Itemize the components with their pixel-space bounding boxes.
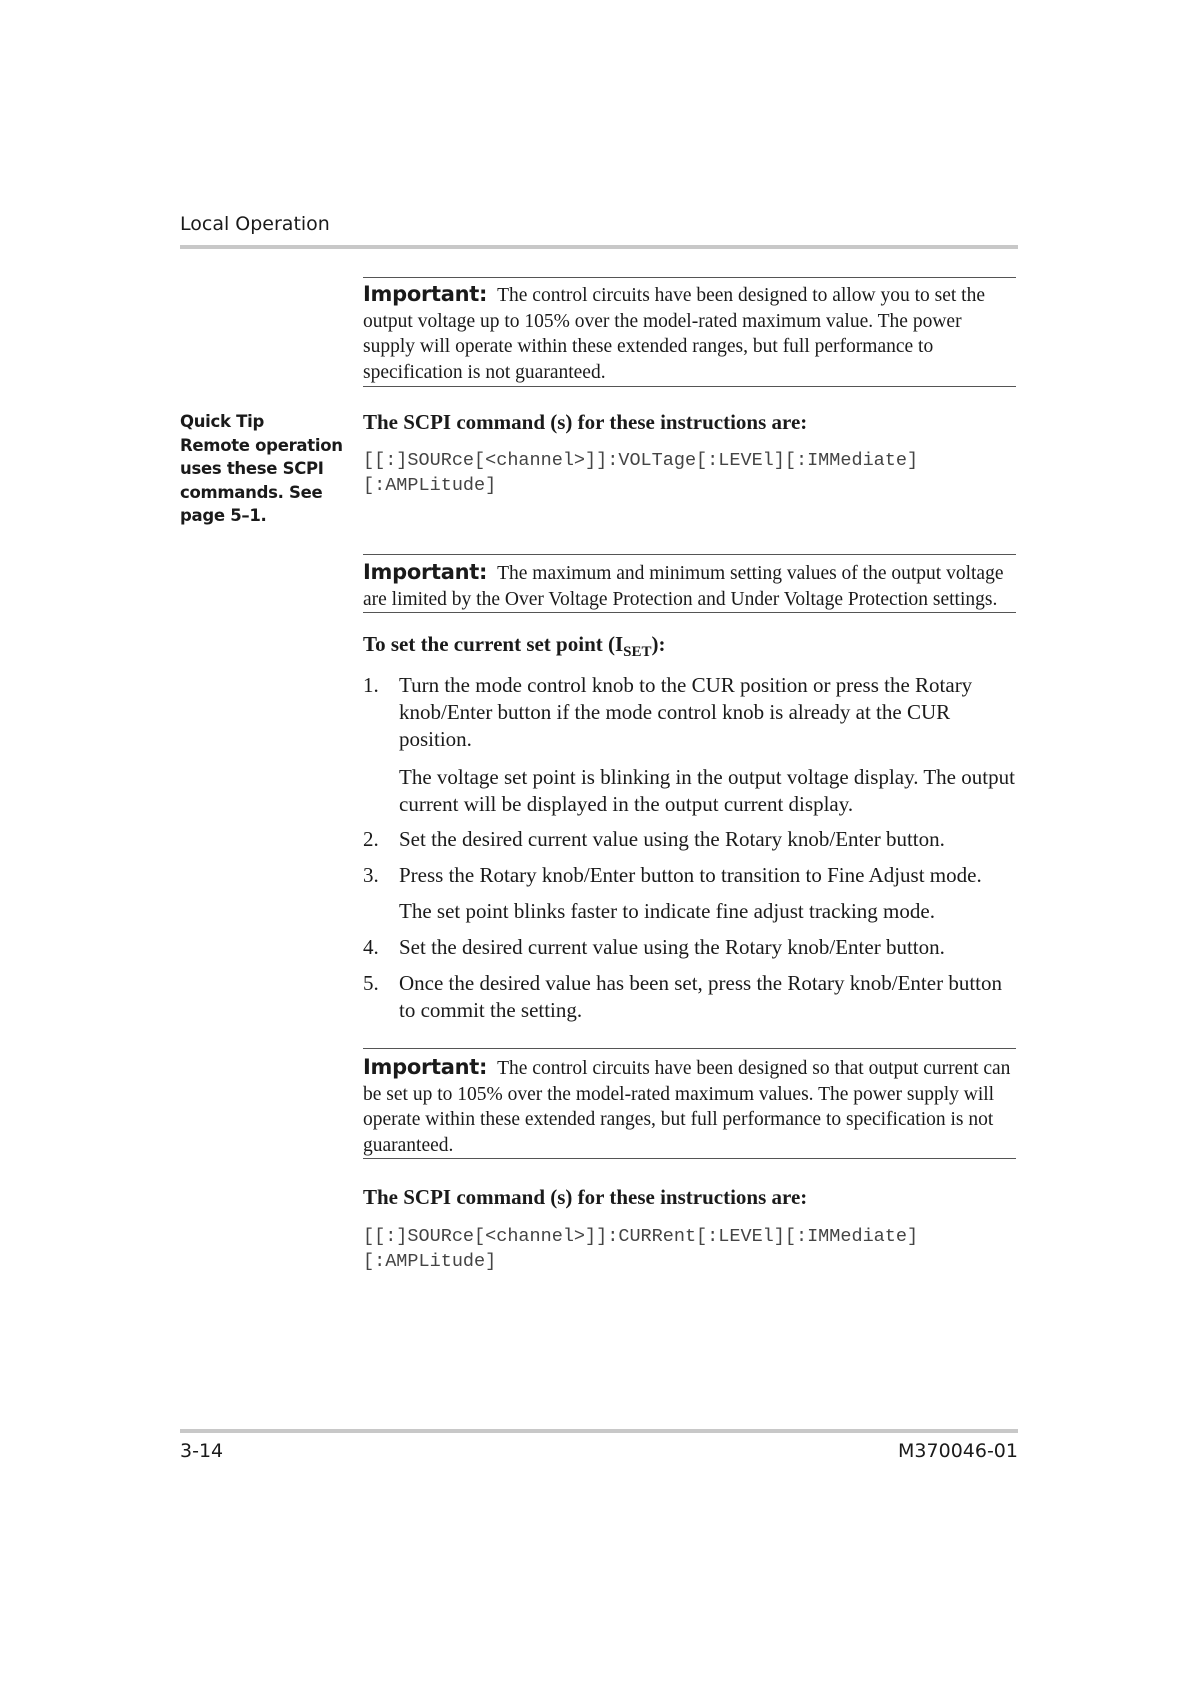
heading-subscript: SET: [623, 644, 652, 661]
step-number: 3.: [363, 863, 379, 887]
important-label: Important:: [363, 1055, 488, 1079]
important-text: The control circuits have been designed so that output current can be set up to 105% over the model-rated maximum values. The power supply will operate within these extended ranges, but full performance to specification is not guaranteed.: [363, 1058, 1011, 1156]
scpi-line: [[:]SOURce[<channel>]]:VOLTage[:LEVEl][:IMMediate]: [363, 450, 919, 471]
quick-tip-title: Quick Tip: [180, 412, 264, 431]
step-number: 2.: [363, 827, 379, 851]
page-number: 3-14: [180, 1440, 224, 1462]
note2-bottom-rule: [363, 612, 1016, 613]
important-label: Important:: [363, 282, 488, 306]
step-3-note: [363, 898, 1016, 925]
header-rule: [180, 245, 1018, 249]
note3-top-rule: [363, 1048, 1016, 1049]
running-header: Local Operation: [180, 213, 330, 235]
quick-tip: [180, 410, 350, 528]
important-label: Important:: [363, 560, 488, 584]
step-text: Set the desired current value using the Rotary knob/Enter button.: [399, 935, 945, 959]
step-3: [363, 862, 1016, 889]
scpi-command-2: [363, 1224, 1016, 1274]
document-id: M370046-01: [898, 1440, 1018, 1462]
important-note-2: [363, 560, 1023, 612]
important-note-1: [363, 282, 1016, 385]
note1-bottom-rule: [363, 386, 1016, 387]
quick-tip-text: Remote operation uses these SCPI commands. See page 5–1.: [180, 435, 343, 525]
step-1-note: [363, 764, 1016, 818]
step-number: 5.: [363, 971, 379, 995]
step-text: Set the desired current value using the Rotary knob/Enter button.: [399, 827, 945, 851]
step-text: The set point blinks faster to indicate fine adjust tracking mode.: [399, 899, 935, 923]
step-text: Once the desired value has been set, press the Rotary knob/Enter button to commit the setting.: [399, 971, 1002, 1022]
scpi-line: [:AMPLitude]: [363, 475, 497, 496]
scpi-line: [:AMPLitude]: [363, 1251, 497, 1272]
scpi-heading-1: The SCPI command (s) for these instructions are:: [363, 410, 808, 434]
heading-suffix: ):: [651, 632, 666, 656]
footer-rule: [180, 1429, 1018, 1433]
scpi-heading-2: The SCPI command (s) for these instructions are:: [363, 1185, 808, 1209]
step-2: [363, 826, 1016, 853]
heading-prefix: To set the current set point (I: [363, 632, 624, 656]
step-5: [363, 970, 1016, 1024]
important-text: The control circuits have been designed to allow you to set the output voltage up to 105% over the model-rated maximum value. The power supply will operate within these extended ranges, but full performance to specification is not guaranteed.: [363, 285, 986, 383]
step-number: 1.: [363, 673, 379, 697]
step-text: Press the Rotary knob/Enter button to transition to Fine Adjust mode.: [399, 863, 982, 887]
step-1: [363, 672, 1016, 753]
scpi-line: [[:]SOURce[<channel>]]:CURRent[:LEVEl][:IMMediate]: [363, 1226, 919, 1247]
scpi-command-1: [363, 448, 1016, 498]
important-text: The maximum and minimum setting values of the output voltage are limited by the Over Voltage Protection and Under Voltage Protection settings.: [363, 563, 1004, 610]
note1-top-rule: [363, 277, 1016, 278]
note3-bottom-rule: [363, 1158, 1016, 1159]
note2-top-rule: [363, 554, 1016, 555]
step-text: The voltage set point is blinking in the output voltage display. The output current will be displayed in the output current display.: [399, 765, 1015, 816]
step-text: Turn the mode control knob to the CUR position or press the Rotary knob/Enter button if the mode control knob is already at the CUR position.: [399, 673, 973, 751]
current-setpoint-heading: [363, 632, 666, 661]
step-number: 4.: [363, 935, 379, 959]
step-4: [363, 934, 1016, 961]
important-note-3: [363, 1055, 1016, 1158]
